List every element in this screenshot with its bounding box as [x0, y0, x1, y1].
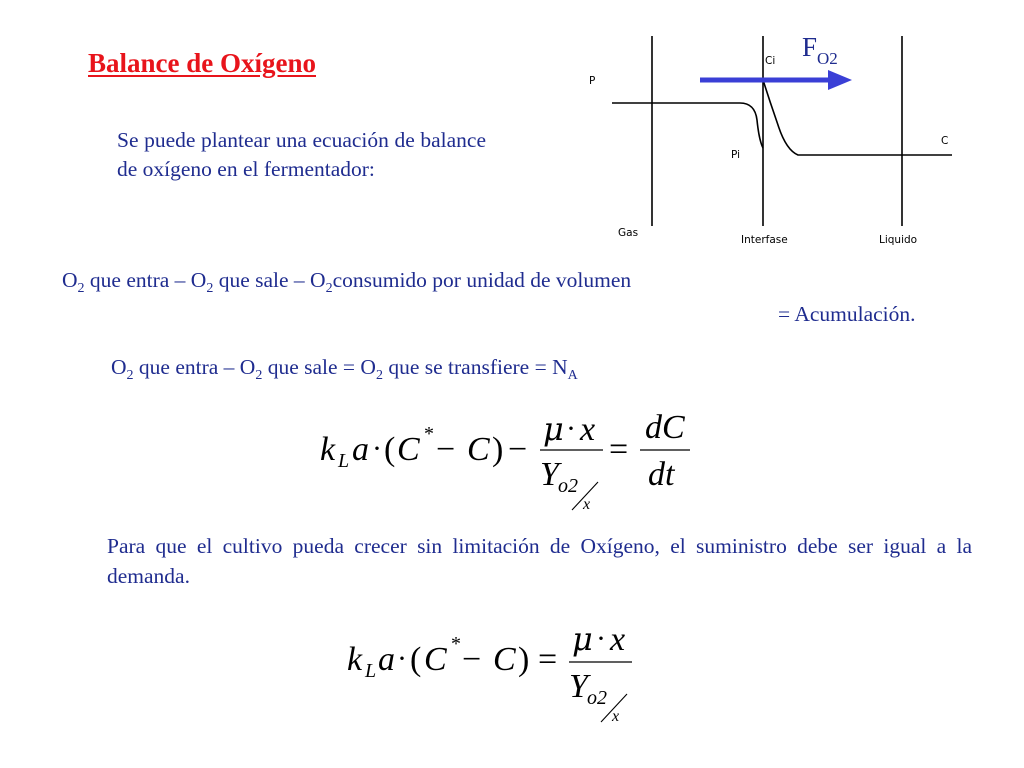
svg-text:C: C [493, 641, 516, 678]
svg-text:a: a [378, 641, 395, 678]
svg-text:·: · [566, 412, 576, 445]
svg-text:): ) [492, 431, 504, 468]
svg-text:Y: Y [569, 668, 588, 705]
svg-text:*: * [424, 423, 434, 445]
supply-demand-paragraph: Para que el cultivo pueda crecer sin limitación de Oxígeno, el suministro debe ser igual a la demanda. [107, 534, 972, 588]
svg-text:x: x [610, 621, 626, 658]
svg-text:*: * [451, 633, 461, 655]
svg-text:x: x [580, 411, 596, 448]
svg-text:=: = [538, 641, 558, 678]
svg-text:·: · [372, 432, 382, 465]
svg-text:C: C [467, 431, 490, 468]
label-c: C [941, 135, 949, 147]
svg-text:k: k [320, 431, 336, 468]
svg-text:a: a [352, 431, 369, 468]
svg-text:): ) [518, 641, 530, 678]
svg-text:(: ( [410, 641, 422, 678]
svg-text:o2: o2 [558, 475, 578, 497]
balance-line-1: $O_2$ que entra – $O_2$ que sale – $O_2consumido$ por unidad de volumen [62, 268, 632, 296]
svg-text:dt: dt [648, 456, 675, 493]
balance-line-1-result: = Acumulación. [778, 302, 916, 326]
svg-text:=: = [609, 431, 629, 468]
svg-text:−: − [462, 641, 482, 678]
svg-text:x: x [583, 496, 591, 513]
svg-text:−: − [436, 431, 456, 468]
label-liquido: Liquido [879, 234, 918, 246]
svg-text:L: L [365, 660, 377, 682]
label-p: P [589, 75, 596, 87]
svg-text:L: L [338, 450, 350, 472]
svg-text:·: · [397, 642, 407, 675]
label-gas: Gas [618, 227, 639, 239]
page-title: Balance de Oxígeno [88, 48, 316, 78]
label-pi: Pi [731, 149, 741, 161]
label-interfase: Interfase [741, 234, 788, 246]
balance-line-2: $O_2$ que entra – $O_2$ que sale = $O_2$ que se transfiere = $N_A$ [111, 355, 578, 383]
svg-text:x: x [612, 708, 620, 725]
svg-text:·: · [596, 622, 606, 655]
svg-text:C: C [424, 641, 447, 678]
label-ci: Ci [765, 55, 776, 67]
svg-text:(: ( [384, 431, 396, 468]
intro-sentence: Se puede plantear una ecuación de balance de oxígeno en el fermentador: [117, 128, 486, 181]
svg-text:k: k [347, 641, 363, 678]
svg-text:μ: μ [572, 620, 593, 658]
svg-text:o2: o2 [587, 687, 607, 709]
svg-text:Y: Y [540, 456, 559, 493]
svg-text:C: C [397, 431, 420, 468]
flux-label: $F_{O2}$ [802, 32, 838, 68]
svg-text:μ: μ [543, 410, 564, 448]
svg-text:dC: dC [645, 409, 685, 446]
svg-text:−: − [508, 431, 528, 468]
